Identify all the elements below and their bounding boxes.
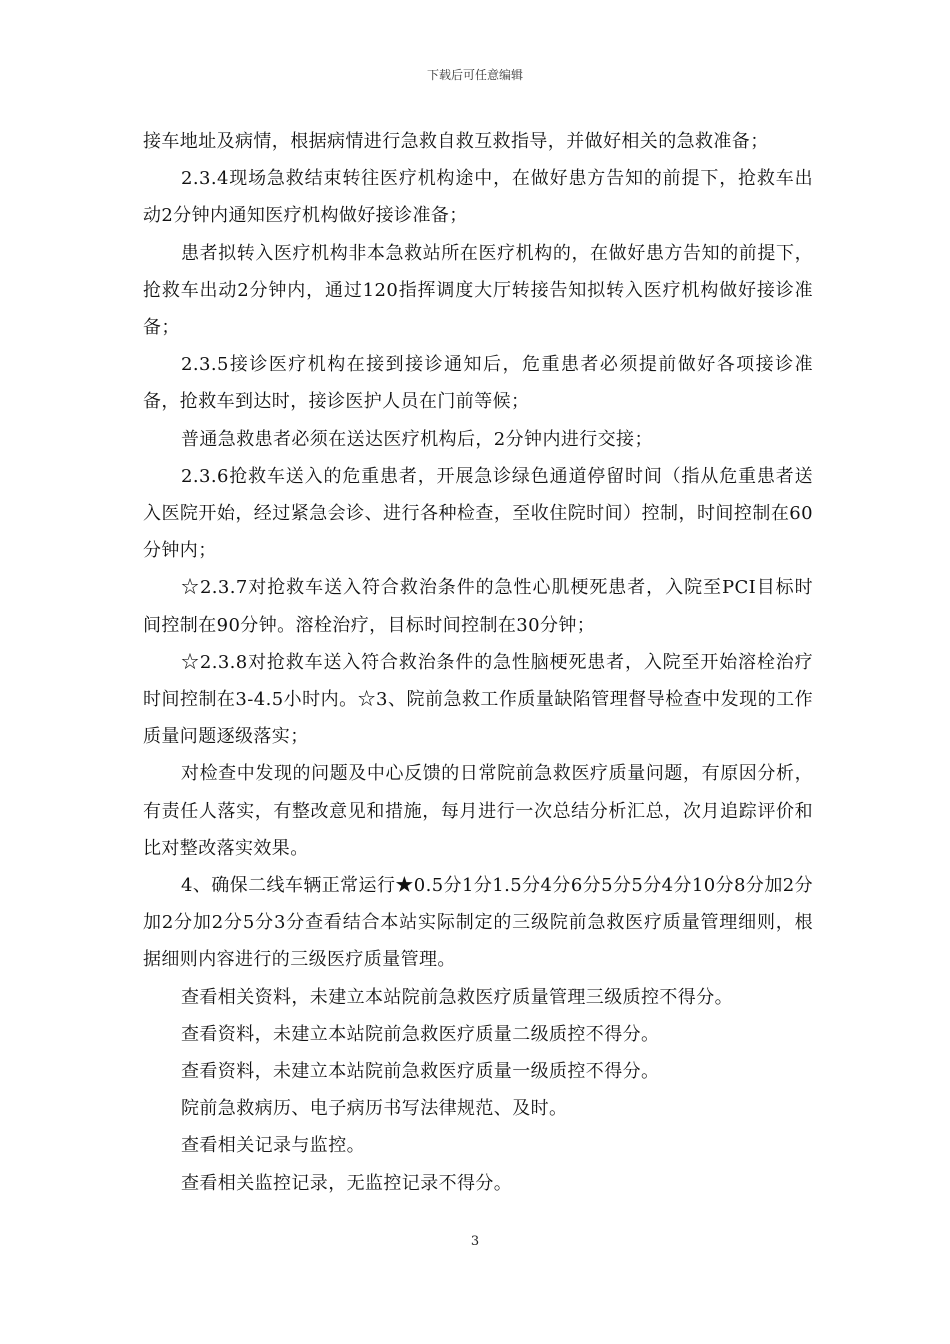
paragraph: 查看资料，未建立本站院前急救医疗质量一级质控不得分。 (181, 1061, 660, 1083)
paragraph: 查看相关资料，未建立本站院前急救医疗质量管理三级质控不得分。 (181, 986, 733, 1008)
paragraph: 4、确保二线车辆正常运行★0.5分1分1.5分4分6分5分5分4分10分8分加2分加2分加2分5分3分查看结合本站实际制定的三级院前急救医疗质量管理细则，根据细则内容进行的三级医疗质量管理。 (143, 875, 813, 971)
paragraph: 院前急救病历、电子病历书写法律规范、及时。 (181, 1098, 568, 1120)
body-text (143, 123, 813, 1202)
paragraph: 2.3.6抢救车送入的危重患者，开展急诊绿色通道停留时间（指从危重患者送入医院开始，经过紧急会诊、进行各种检查，至收住院时间）控制，时间控制在60分钟内； (143, 465, 813, 562)
paragraph: ☆2.3.7对抢救车送入符合救治条件的急性心肌梗死患者，入院至PCI目标时间控制在90分钟。溶栓治疗，目标时间控制在30分钟； (143, 577, 813, 636)
paragraph: 2.3.4现场急救结束转往医疗机构途中，在做好患方告知的前提下，抢救车出动2分钟内通知医疗机构做好接诊准备； (143, 168, 813, 227)
page-number: 3 (470, 1234, 480, 1249)
paragraph: 接车地址及病情，根据病情进行急救自救互救指导，并做好相关的急救准备； (143, 131, 769, 152)
paragraph: 查看相关记录与监控。 (181, 1135, 365, 1157)
paragraph: ☆2.3.8对抢救车送入符合救治条件的急性脑梗死患者，入院至开始溶栓治疗时间控制在3-4.5小时内。☆3、院前急救工作质量缺陷管理督导检查中发现的工作质量问题逐级落实； (143, 651, 813, 748)
paragraph: 普通急救患者必须在送达医疗机构后，2分钟内进行交接； (181, 428, 653, 450)
header-note: 下载后可任意编辑 (426, 68, 523, 82)
paragraph: 患者拟转入医疗机构非本急救站所在医疗机构的，在做好患方告知的前提下，抢救车出动2分钟内，通过120指挥调度大厅转接告知拟转入医疗机构做好接诊准备； (143, 242, 813, 339)
paragraph: 查看资料，未建立本站院前急救医疗质量二级质控不得分。 (181, 1023, 660, 1045)
paragraph: 2.3.5接诊医疗机构在接到接诊通知后，危重患者必须提前做好各项接诊准备，抢救车到达时，接诊医护人员在门前等候； (143, 354, 813, 413)
paragraph: 对检查中发现的问题及中心反馈的日常院前急救医疗质量问题，有原因分析，有责任人落实，有整改意见和措施，每月进行一次总结分析汇总，次月追踪评价和比对整改落实效果。 (143, 763, 813, 859)
paragraph: 查看相关监控记录，无监控记录不得分。 (181, 1172, 513, 1194)
